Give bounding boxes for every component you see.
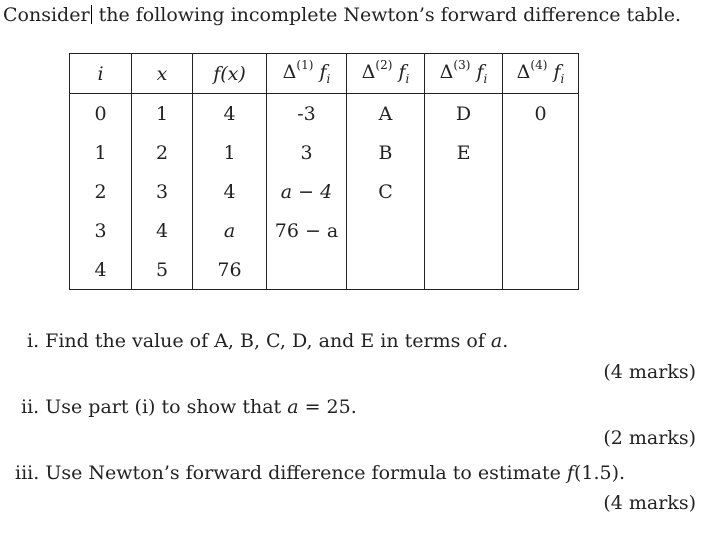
problem-intro: [3, 4, 681, 26]
cell: A: [347, 94, 425, 134]
cell: 0: [70, 94, 132, 134]
cell: 0: [503, 94, 579, 134]
cell: [503, 133, 579, 172]
header-delta-4: $\Delta^{(4)}$ $f_i$: [503, 54, 579, 94]
cell: [347, 211, 425, 250]
cell: C: [347, 172, 425, 211]
cell: 1: [132, 94, 193, 134]
question-1: i. Find the value of A, B, C, D, and E in terms of a.: [27, 330, 509, 352]
cell: 1: [70, 133, 132, 172]
question-3-marks: (4 marks): [603, 492, 696, 514]
cell: 3: [267, 133, 347, 172]
header-delta-1: $\Delta^{(1)}$ $f_i$: [267, 54, 347, 94]
cell: 4: [193, 94, 267, 134]
cell: E: [425, 133, 503, 172]
cell: 5: [132, 250, 193, 290]
question-text: Use part (i) to show that: [45, 396, 288, 418]
cell: 3: [132, 172, 193, 211]
cell: 3: [70, 211, 132, 250]
cell: [347, 250, 425, 290]
cell: a: [193, 211, 267, 250]
header-delta-3: $\Delta^{(3)}$ $f_i$: [425, 54, 503, 94]
text-cursor: [91, 5, 92, 24]
table-row: [70, 172, 579, 211]
header-i: i: [70, 54, 132, 94]
question-text: Use Newton’s forward difference formula to estimate: [45, 462, 567, 484]
table-header-row: [70, 54, 579, 94]
question-label: ii.: [21, 396, 40, 418]
cell: 76 − a: [267, 211, 347, 250]
cell: 1: [193, 133, 267, 172]
cell: [503, 172, 579, 211]
intro-text-end: the following incomplete Newton’s forward difference table.: [92, 4, 682, 26]
table-row: [70, 211, 579, 250]
question-3: iii. Use Newton’s forward difference formula to estimate f(1.5).: [15, 462, 626, 484]
cell: D: [425, 94, 503, 134]
difference-table: [69, 53, 579, 290]
table-row: [70, 94, 579, 134]
question-1-marks: (4 marks): [603, 361, 696, 383]
cell: 2: [70, 172, 132, 211]
cell: 4: [193, 172, 267, 211]
intro-text-start: Consider: [3, 4, 90, 26]
cell: [503, 211, 579, 250]
cell: [503, 250, 579, 290]
table-row: [70, 250, 579, 290]
header-x: x: [132, 54, 193, 94]
header-fx: f(x): [193, 54, 267, 94]
cell: 4: [132, 211, 193, 250]
cell: 76: [193, 250, 267, 290]
question-text: Find the value of A, B, C, D, and E in terms of: [45, 330, 491, 352]
cell: [267, 250, 347, 290]
table-row: [70, 133, 579, 172]
header-delta-2: $\Delta^{(2)}$ $f_i$: [347, 54, 425, 94]
question-label: i.: [27, 330, 40, 352]
cell: a − 4: [267, 172, 347, 211]
question-label: iii.: [15, 462, 40, 484]
cell: [425, 211, 503, 250]
question-2: ii. Use part (i) to show that a = 25.: [21, 396, 357, 418]
cell: -3: [267, 94, 347, 134]
cell: [425, 250, 503, 290]
cell: 4: [70, 250, 132, 290]
cell: 2: [132, 133, 193, 172]
cell: B: [347, 133, 425, 172]
cell: [425, 172, 503, 211]
question-2-marks: (2 marks): [603, 427, 696, 449]
